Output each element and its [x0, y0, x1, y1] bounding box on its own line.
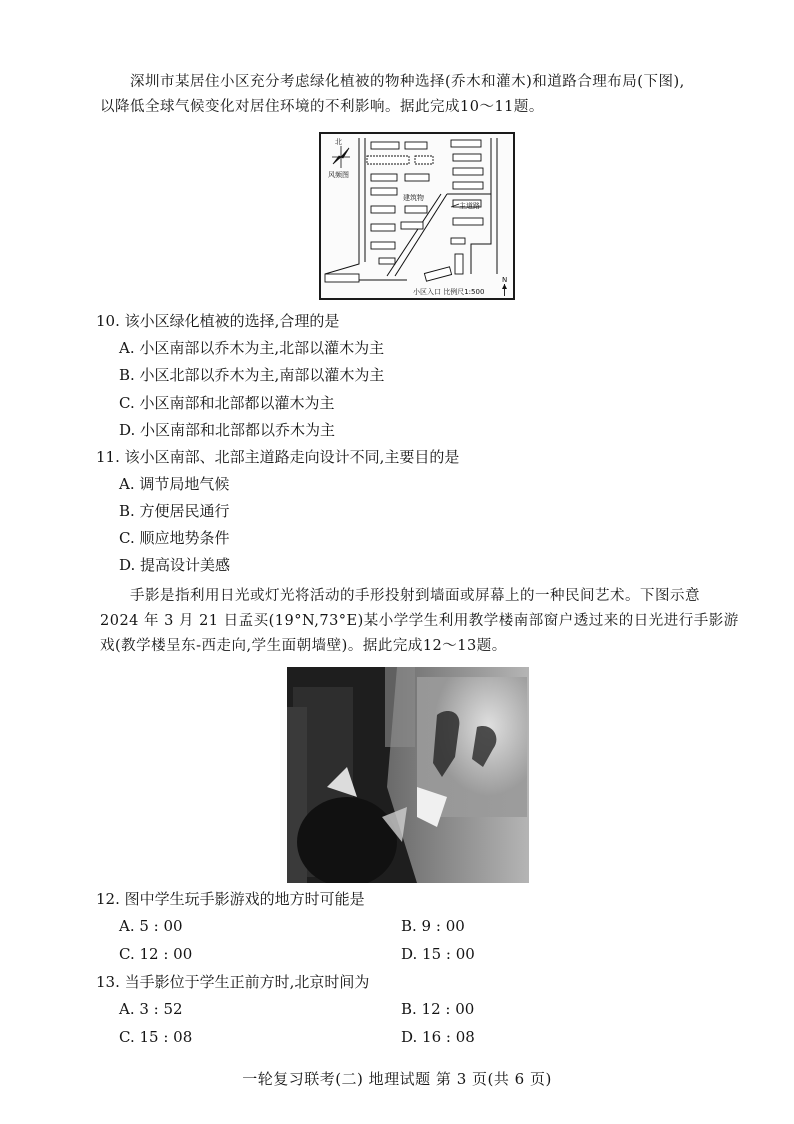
building: [453, 154, 481, 161]
intro-2-line-1: 手影是指利用日光或灯光将活动的手形投射到墙面或屏幕上的一种民间艺术。下图示意: [130, 588, 700, 604]
building: [415, 156, 433, 164]
building: [371, 174, 397, 181]
building: [371, 142, 399, 149]
intro-passage-2: [100, 584, 740, 659]
north-arrow-icon: [502, 276, 507, 296]
q13-option-a[interactable]: A. 3 : 52: [119, 1000, 183, 1018]
building: [371, 242, 395, 249]
q10-option-d[interactable]: D. 小区南部和北部都以乔木为主: [119, 421, 336, 439]
svg-text:N: N: [502, 276, 508, 284]
q12-option-a[interactable]: A. 5 : 00: [119, 917, 183, 935]
building: [371, 206, 395, 213]
north-label: 北: [335, 138, 342, 146]
intro-passage-1: [100, 70, 740, 120]
q12-option-c[interactable]: C. 12 : 00: [119, 945, 193, 963]
windrose-label: 风频图: [328, 171, 349, 179]
intro-2-line-2: 2024 年 3 月 21 日孟买(19°N,73°E)某小学学生利用教学楼南部窗户透过来的日光进行手影游: [100, 613, 739, 629]
building: [405, 142, 427, 149]
intro-2-line-3: 戏(教学楼呈东-西走向,学生面朝墙壁)。据此完成12～13题。: [100, 638, 507, 654]
intro-1-line-2: 以降低全球气候变化对居住环境的不利影响。据此完成10～11题。: [100, 99, 544, 115]
building: [379, 258, 395, 264]
q11-option-a[interactable]: A. 调节局地气候: [119, 475, 230, 493]
q12-option-d[interactable]: D. 15 : 00: [401, 945, 475, 963]
q13-option-b[interactable]: B. 12 : 00: [401, 1000, 475, 1018]
building: [453, 182, 483, 189]
building: [453, 218, 483, 225]
buildings-group: [325, 140, 483, 282]
building: [325, 274, 359, 282]
building: [453, 168, 483, 175]
building: [367, 156, 409, 164]
building: [455, 254, 463, 274]
building: [451, 238, 465, 244]
q12-option-b[interactable]: B. 9 : 00: [401, 917, 465, 935]
building-label: 建筑物: [403, 194, 424, 202]
entrance-scale-label: 小区入口 比例尺1:500: [413, 288, 485, 296]
hand-shadow-photo: [287, 667, 529, 883]
building: [401, 222, 423, 229]
q11-option-d[interactable]: D. 提高设计美感: [119, 556, 231, 574]
q10-option-a[interactable]: A. 小区南部以乔木为主,北部以灌木为主: [119, 339, 385, 357]
main-road-label: 主道路: [459, 202, 480, 210]
q13-option-d[interactable]: D. 16 : 08: [401, 1028, 475, 1046]
building: [371, 224, 395, 231]
intro-1-line-1: 深圳市某居住小区充分考虑绿化植被的物种选择(乔木和灌木)和道路合理布局(下图),: [130, 74, 685, 90]
page-footer: 一轮复习联考(二) 地理试题 第 3 页(共 6 页): [242, 1070, 552, 1088]
windrose-icon: [332, 146, 350, 168]
question-10-stem: 10. 该小区绿化植被的选择,合理的是: [96, 312, 340, 330]
building: [405, 174, 429, 181]
building: [405, 206, 427, 213]
building: [451, 140, 481, 147]
q10-option-c[interactable]: C. 小区南部和北部都以灌木为主: [119, 394, 335, 412]
question-11-stem: 11. 该小区南部、北部主道路走向设计不同,主要目的是: [96, 448, 460, 466]
q11-option-b[interactable]: B. 方便居民通行: [119, 502, 230, 520]
q13-option-c[interactable]: C. 15 : 08: [119, 1028, 193, 1046]
map-drawing: [321, 134, 513, 298]
building: [424, 267, 451, 281]
question-12-stem: 12. 图中学生玩手影游戏的地方时可能是: [96, 890, 365, 908]
q11-option-c[interactable]: C. 顺应地势条件: [119, 529, 230, 547]
residential-map-figure: [319, 132, 515, 300]
q10-option-b[interactable]: B. 小区北部以乔木为主,南部以灌木为主: [119, 366, 385, 384]
photo-drawing: [287, 667, 529, 883]
question-13-stem: 13. 当手影位于学生正前方时,北京时间为: [96, 973, 370, 991]
building: [371, 188, 397, 195]
